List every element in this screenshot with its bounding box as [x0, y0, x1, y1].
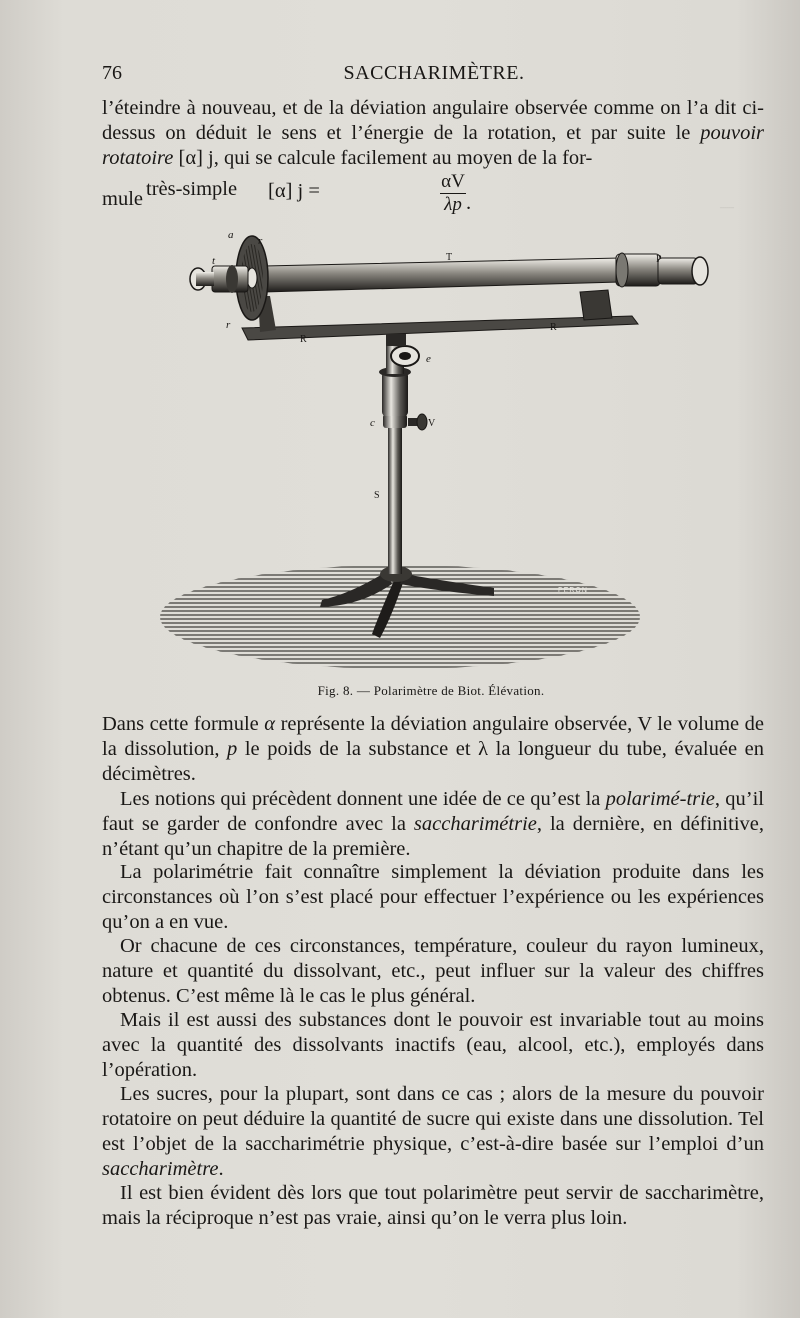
p7-text-b: . [218, 1158, 224, 1180]
paragraph-3 [102, 787, 764, 862]
polarimeter-engraving [160, 222, 720, 684]
formula-line [102, 172, 502, 222]
label-r-bottom: r [226, 319, 231, 331]
p2-text-c: le poids de la substance et λ la longueur du tube, évaluée en décimètres. [102, 738, 764, 785]
running-title: SACCHARIMÈTRE. [343, 62, 525, 84]
page-number: 76 [102, 62, 122, 84]
p3-emphasis-polarimetrie: polarimé-trie [605, 788, 715, 810]
paragraph-1 [102, 96, 764, 171]
paragraph-1-line-2: l’a dit ci-dessus on déduit le sens et l’énergie de la rotation, et par suite [102, 97, 765, 144]
label-t: t [212, 255, 216, 267]
label-R-right: R [550, 322, 557, 333]
paragraph-1-line-3c: [α] j, qui se calcule facilement au moyen de la for- [173, 147, 593, 169]
paragraph-4: La polarimétrie fait connaître simplement la déviation produite dans les circonstances où l’on s’est placé pour effectuer l’expérience ou les expériences qu’on a en vue. [102, 861, 764, 933]
p3-text-c: , la dernière, en définitive, n’étant qu’un chapitre de la première. [102, 813, 764, 860]
label-c: c [370, 417, 375, 429]
p7-emphasis-saccharimetre: saccharimètre [102, 1158, 219, 1180]
polarimeter-tube [264, 253, 708, 292]
formula-lhs: [α] j = [268, 180, 320, 202]
formula-word-mule: mule [102, 188, 143, 210]
label-e: e [426, 353, 431, 365]
formula-word-tres-simple: très-simple [146, 178, 238, 200]
label-a: a [228, 229, 234, 241]
p3-emphasis-saccharimetrie: saccharimétrie [413, 813, 537, 835]
support-column [388, 422, 402, 574]
label-S: S [374, 490, 380, 501]
paragraph-2 [102, 712, 764, 787]
p7-text-a: Les sucres, pour la plupart, sont dans ce cas ; alors de la mesure du pouvoir rotatoire on peut déduire la quantité de sucre qui existe dans une dissolution. Tel est l’objet de la saccharimétrie physique, c’est-à-dire basée sur l’emploi d’un [102, 1083, 764, 1155]
p2-text-b: représente la déviation angulaire observée, V le volume de la dissolution, [102, 713, 764, 760]
formula-period: . [466, 192, 472, 214]
paragraph-1-line-3a: le [675, 122, 701, 144]
p3-text-b: , qu’il faut se garder de confondre avec la [102, 788, 764, 835]
label-r-top: r [258, 235, 263, 247]
paragraph-5: Or chacune de ces circonstances, température, couleur du rayon lumineux, nature et quantité du dissolvant, etc., peut influer sur la valeur des chiffres obtenus. C’est même là le cas le plus général. [102, 935, 764, 1007]
p2-p: p [227, 738, 238, 760]
paragraph-7 [102, 1082, 764, 1182]
paragraph-8: Il est bien évident dès lors que tout polarimètre peut servir de saccharimètre, mais la réciproque n’est pas vraie, ainsi qu’on le verra plus loin. [102, 1182, 764, 1229]
figure-caption: Fig. 8. — Polarimètre de Biot. Élévation. [317, 683, 545, 698]
eyepiece [190, 265, 248, 293]
paragraph-6: Mais il est aussi des substances dont le pouvoir est invariable tout au moins avec la quantité des dissolvants inactifs (eau, alcool, etc.), employés dans l’opération. [102, 1009, 764, 1081]
p3-text-a: Les notions qui précèdent donnent une idée de ce qu’est la [120, 788, 606, 810]
label-R-left: R [300, 334, 307, 345]
paragraph-1-emphasis: pouvoir rotatoire [102, 122, 765, 169]
formula-denominator: λp [444, 194, 462, 215]
p2-alpha: α [264, 713, 276, 735]
p2-text-a: Dans cette formule [102, 713, 265, 735]
formula-fraction [440, 172, 466, 215]
label-V: V [428, 418, 436, 429]
engraver-signature: PERON [558, 587, 588, 594]
page-header [100, 62, 768, 90]
label-P: P [656, 254, 662, 265]
label-T: T [446, 252, 453, 263]
paragraph-1-line-1: l’éteindre à nouveau, et de la déviation angulaire observée comme on [102, 97, 681, 119]
formula-numerator: αV [441, 171, 465, 192]
show-through-text: — [720, 200, 734, 215]
